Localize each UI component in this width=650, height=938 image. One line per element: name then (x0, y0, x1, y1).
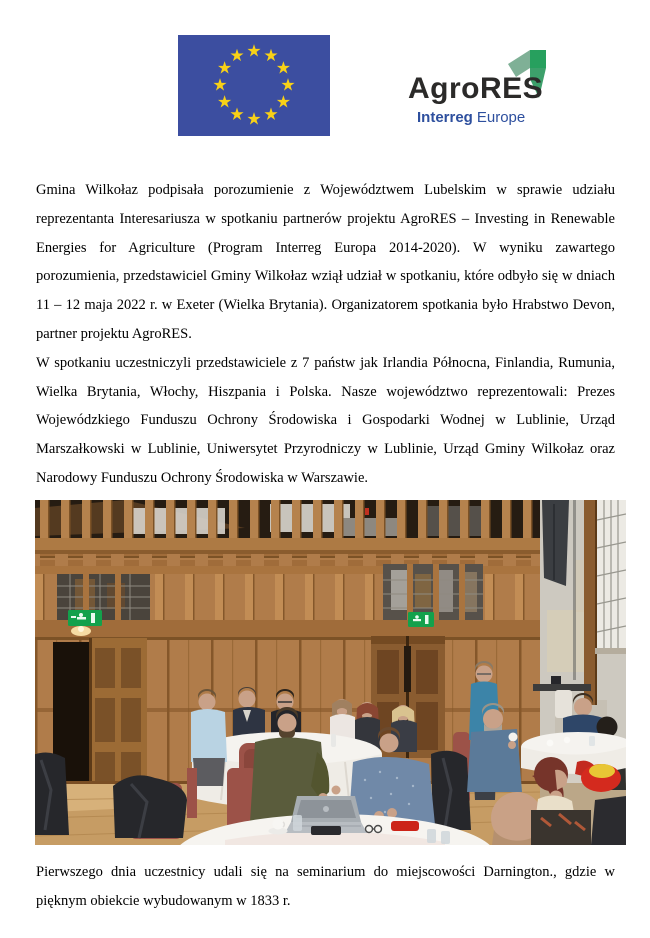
paragraph-1: Gmina Wilkołaz podpisała porozumienie z Województwem Lubelskim w sprawie udziału reprezentanta Interesariusza w spotkaniu partnerów projektu AgroRES – Investing in Renewable Energies for Agriculture (Program Interreg Europa 2014-2020). W wyniku zawartego porozumienia, przedstawiciel Gminy Wilkołaz wziął udział w spotkaniu, które odbyło się w dniach 11 – 12 maja 2022 r. w Exeter (Wielka Brytania). Organizatorem spotkania było Hrabstwo Devon, partner projektu AgroRES. (36, 182, 615, 342)
paragraph-2: W spotkaniu uczestniczyli przedstawiciele z 7 państw jak Irlandia Północna, Finlandia, Rumunia, Wielka Brytania, Włochy, Hiszpania i Polska. Nasze województwo reprezentowali: Prezes Wojewódzkiego Funduszu Ochrony Środowiska i Gospodarki Wodnej w Lublinie, Urząd Marszałkowski w Lublinie, Uniwersytet Przyrodniczy w Lublinie, Urząd Gminy Wilkołaz oraz Narodowy Funduszu Ochrony Środowiska w Warszawie. (36, 354, 615, 486)
main-text-block (36, 176, 615, 493)
europe-label: Europe (476, 109, 526, 126)
eu-flag-logo (178, 35, 330, 136)
bottom-text-block (36, 858, 615, 916)
paragraph-3: Pierwszego dnia uczestnicy udali się na seminarium do miejscowości Darnington., gdzie w pięknym obiekcie wybudowanym w 1833 r. (36, 864, 615, 909)
agrores-logo (390, 33, 576, 135)
agrores-logo-subtitle (417, 109, 525, 127)
meeting-photo (35, 500, 626, 845)
interreg-label: Interreg (417, 109, 473, 126)
agrores-logo-title: AgroRES (408, 72, 544, 105)
